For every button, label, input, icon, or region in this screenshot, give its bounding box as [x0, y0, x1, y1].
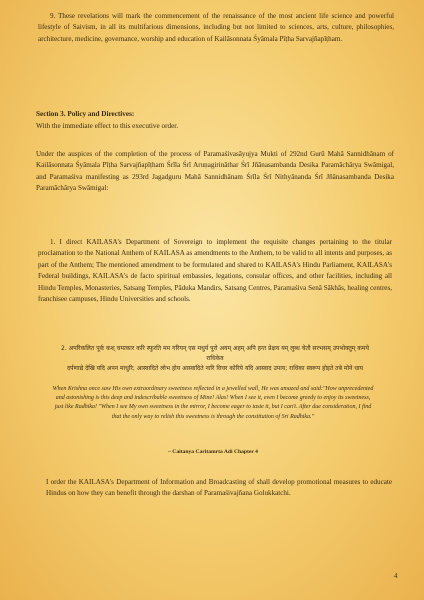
- sanskrit-verse: 2. अपरिकलित पूर्वः कश् चमत्कार करि स्फुरति मम गरियन् एस मधुर्य पूरो अयम् अहम् अपि हन्त प्रेक्षय यम् लुब्ध चेतौ सरभसम् उपभोक्तुम् कमये राधिकेव: [61, 345, 369, 362]
- bengali-verse: दर्पणाद्ये देखि यदि अपन माधुरि; आस्वादिते लोभ होय आस्वादिते नारि विचर कोरिये यदि आस्वाद उपाय; राधिका स्वरूप होइते तबे मोने धाय: [66, 365, 364, 372]
- section-subtitle: With the immediate effect to this executive order.: [36, 121, 179, 130]
- paragraph-9: 9. These revelations will mark the commencement of the renaissance of the most ancient life science and powerful lifestyle of Saivism, in all its multifarious dimensions, including but not limited to sciences, arts, culture, philosophies, architecture, medicine, governance, worship and education of Kailāsonnata Śyāmala Pīṭha Sarvajñapīṭham.: [38, 12, 394, 43]
- directive-1: 1. I direct KAILASA's Department of Sovereign to implement the requisite changes pertaining to the titular proclamation to the National Anthem of KAILASA as amendments to the Anthem, to be valid to all intents and purposes, as part of the Anthem; The mentioned amendment to be formulated and shared to KAILASA's Hindu Parliament, KAILASA's Federal buildings, KAILASA's de facto spiritual embassies, legations, consular offices, and other facilities, including all Hindu Temples, Monasteries, Satsang Temples, Pāduka Mandirs, Satsang Centres, Paramaśiva Senā Sākhās, healing centres, franchisee campuses, Hindu Universities and schools.: [38, 238, 392, 304]
- section-heading: Section 3. Policy and Directives:: [36, 110, 135, 118]
- auspices-paragraph: Under the auspices of the completion of the process of Paramaśivasāyujya Mukti of 292nd Gurū Mahā Sannidhānam of Kailāsonnata Śyāmala Pīṭha Sarvajñapīṭham Śrīla Śrī Aruṇagirināthar Śrī Jñānasambanda Desika Paramāchārya Swāmigal, and Paramaśiva manifesting as 293rd Jagadguru Mahā Sannidhānam Śrīla Śrī Nithyānanda Śrī Jñānasambanda Desika Paramāchārya Swāmigal:: [36, 150, 394, 193]
- verse-translation: When Krishna once saw His own extraordinary sweetness reflected in a jewelled wall, He was amazed and said:"How unprecedented and astonishing is this deep and indescribable sweetness of Mine! Alas! When I see it, even I become greedy to enjoy its sweetness, just like Radhika! "When I see My own sweetness in the mirror, I become eager to taste it, but I can't. After due consideration, I find that the only way to relish this sweetness is through the constitution of Sri Radhika.": [52, 386, 374, 420]
- verse-citation: ~ Caitanya Caritamrta Adi Chapter 4: [168, 449, 258, 455]
- order-paragraph: I order the KAILASA's Department of Information and Broadcasting of shall develop promotional measures to educate Hindus on how they can benefit through the darshan of Paramaśivajñana Golukkatchi.: [46, 478, 392, 498]
- page-number: 4: [394, 572, 398, 580]
- section-3-block: [36, 109, 392, 132]
